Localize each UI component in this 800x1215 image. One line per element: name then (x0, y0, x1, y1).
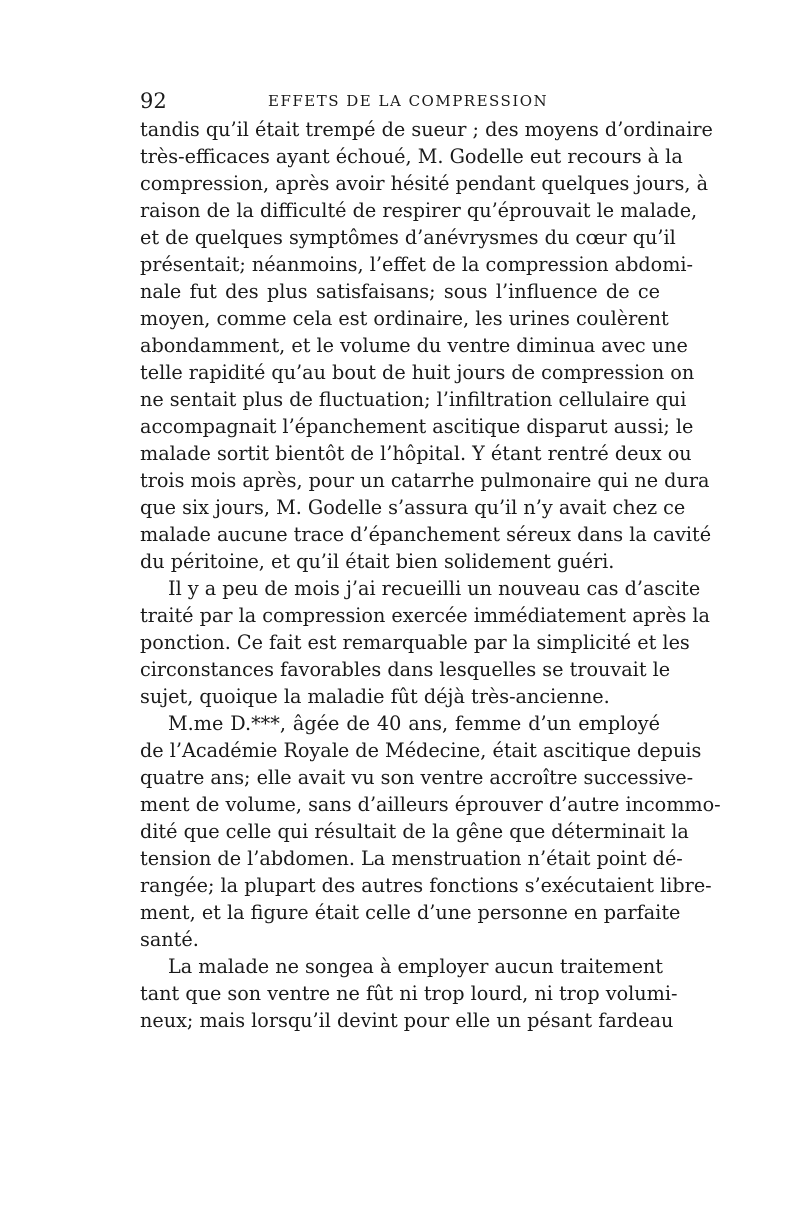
text-line: tant que son ventre ne fût ni trop lourd, ni trop volumi- (140, 982, 678, 1005)
text-line: Il y a peu de mois j’ai recueilli un nouveau cas d’ascite (168, 577, 701, 600)
text-line: ment de volume, sans d’ailleurs éprouver d’autre incommo- (140, 793, 721, 816)
text-line: malade sortit bientôt de l’hôpital. Y étant rentré deux ou (140, 442, 692, 465)
text-line: trois mois après, pour un catarrhe pulmonaire qui ne dura (140, 469, 710, 492)
text-line: ment, et la figure était celle d’une personne en parfaite (140, 901, 681, 924)
text-line: accompagnait l’épanchement ascitique disparut aussi; le (140, 415, 694, 438)
text-line: quatre ans; elle avait vu son ventre accroître successive- (140, 766, 694, 789)
text-line: que six jours, M. Godelle s’assura qu’il n’y avait chez ce (140, 496, 686, 519)
text-line: nale fut des plus satisfaisans; sous l’influence de ce (140, 280, 660, 303)
text-line: de l’Académie Royale de Médecine, était ascitique depuis (140, 739, 702, 762)
text-line: dité que celle qui résultait de la gêne que déterminait la (140, 820, 689, 843)
text-line: malade aucune trace d’épanchement séreux dans la cavité (140, 523, 712, 546)
running-title: EFFETS DE LA COMPRESSION (268, 92, 549, 110)
page-header (140, 89, 660, 111)
text-line: sujet, quoique la maladie fût déjà très-ancienne. (140, 685, 610, 708)
text-line: présentait; néanmoins, l’effet de la compression abdomi- (140, 253, 694, 276)
text-line: M.me D.***, âgée de 40 ans, femme d’un employé (168, 712, 660, 735)
text-line: moyen, comme cela est ordinaire, les urines coulèrent (140, 307, 669, 330)
text-line: traité par la compression exercée immédiatement après la (140, 604, 710, 627)
text-line: tension de l’abdomen. La menstruation n’était point dé- (140, 847, 683, 870)
text-line: compression, après avoir hésité pendant quelques jours, à (140, 172, 709, 195)
text-line: neux; mais lorsqu’il devint pour elle un pésant fardeau (140, 1009, 674, 1032)
text-line: très-efficaces ayant échoué, M. Godelle eut recours à la (140, 145, 683, 168)
text-line: du péritoine, et qu’il était bien solidement guéri. (140, 550, 615, 573)
text-line: santé. (140, 928, 199, 951)
text-line: raison de la difficulté de respirer qu’éprouvait le malade, (140, 199, 698, 222)
text-line: telle rapidité qu’au bout de huit jours de compression on (140, 361, 695, 384)
page-number: 92 (140, 89, 167, 113)
text-line: et de quelques symptômes d’anévrysmes du cœur qu’il (140, 226, 676, 249)
text-line: abondamment, et le volume du ventre diminua avec une (140, 334, 688, 357)
text-line: ne sentait plus de fluctuation; l’infiltration cellulaire qui (140, 388, 687, 411)
text-line: La malade ne songea à employer aucun traitement (168, 955, 663, 978)
text-line: circonstances favorables dans lesquelles se trouvait le (140, 658, 671, 681)
body-text (140, 116, 721, 1034)
text-line: rangée; la plupart des autres fonctions s’exécutaient libre- (140, 874, 712, 897)
text-line: tandis qu’il était trempé de sueur ; des moyens d’ordinaire (140, 118, 713, 141)
text-line: ponction. Ce fait est remarquable par la simplicité et les (140, 631, 690, 654)
